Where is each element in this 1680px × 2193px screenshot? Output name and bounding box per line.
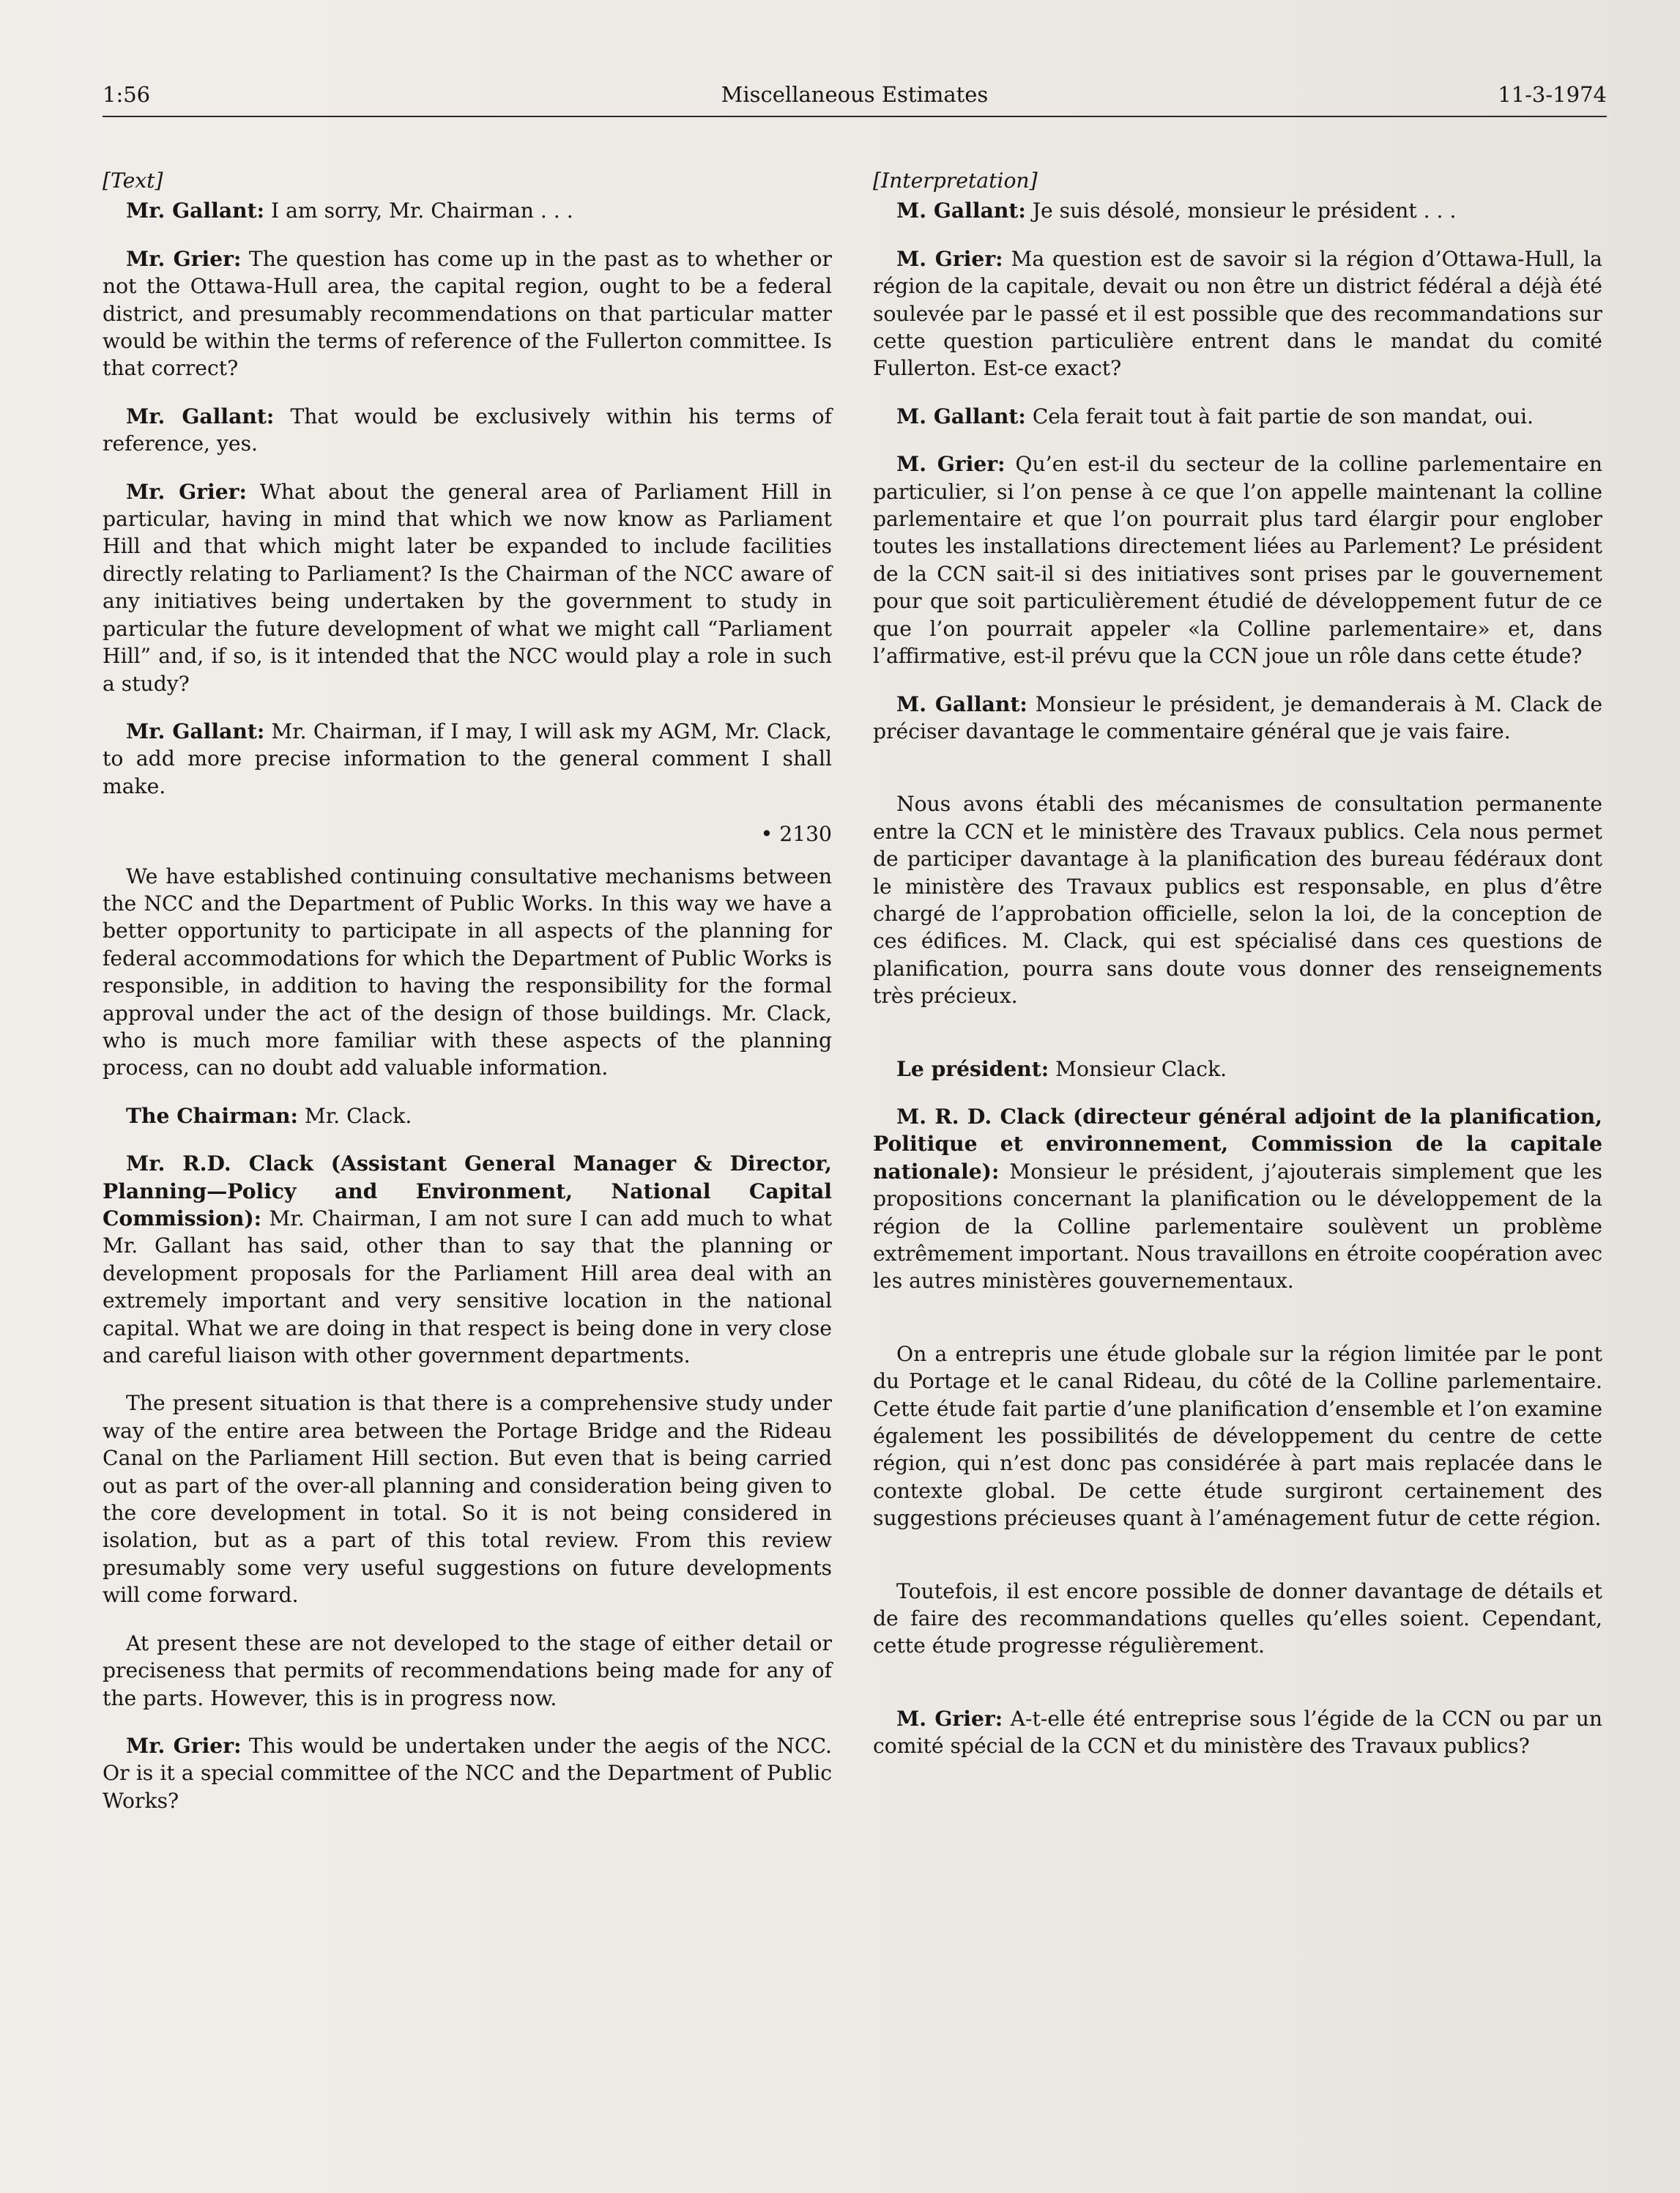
speaker: M. Grier: <box>896 452 1006 477</box>
spacer <box>873 1316 1602 1340</box>
speaker: M. Grier: <box>896 246 1003 271</box>
paragraph-text: Mr. Clack. <box>297 1103 412 1128</box>
page-title: Miscellaneous Estimates <box>721 82 989 107</box>
paragraph: Nous avons établi des mécanismes de consultation permanente entre la CCN et le ministère des Travaux publics. Cela nous permet de participer davantage à la planification des bureau fédéraux dont le ministère des Travaux publics est responsable, en plus d’être chargé de l’approbation officielle, selon la loi, de la conception de ces édifices. M. Clack, qui est spécialisé dans ces questions de planification, pourra sans doute vous donner des renseignements très précieux. <box>873 792 1602 1009</box>
paragraph <box>873 1055 1602 1083</box>
speaker: Mr. Grier: <box>126 479 247 504</box>
paragraph-text: Qu’en est-il du secteur de la colline parlementaire en particulier, si l’on pense à ce que l’on appelle maintenant la colline parlementaire et que l’on pourrait plus tard élargir pour englober toutes les installations directement liées au Parlement? Le président de la CCN sait-il si des initiatives sont prises par le gouvernement pour que soit particulièrement étudié de développement futur de ce que l’on pourrait appeler «la Colline parlementaire» et, dans l’affirmative, est-il prévu que la CCN joue un rôle dans cette étude? <box>873 452 1602 669</box>
paragraph-text: A-t-elle été entreprise sous l’égide de la CCN ou par un comité spécial de la CCN et du ministère des Travaux publics? <box>873 1706 1602 1759</box>
speaker: M. R. D. Clack (directeur général adjoint de la planification, Politique et environnement, Commission de la capitale nationale): <box>873 1104 1602 1184</box>
spacer <box>873 765 1602 790</box>
paragraph <box>103 403 832 458</box>
paragraph <box>103 1102 832 1129</box>
paragraph-text: Ma question est de savoir si la région d’Ottawa-Hull, la région de la capitale, devait ou non être un district fédéral a déjà été soulevée par le passé et il est possible que des recommandations sur cette question particulière entrent dans le mandat du comité Fullerton. Est-ce exact? <box>873 246 1602 381</box>
time-marker: • 2130 <box>760 822 832 847</box>
english-column <box>103 167 832 1835</box>
speaker: Mr. Grier: <box>126 246 242 271</box>
page-number: 1:56 <box>103 82 151 107</box>
paragraph-text: Mr. Chairman, I am not sure I can add much to what Mr. Gallant has said, other than to say that the planning or development proposals for the Parliament Hill area deal with an extremely important and very sensitive location in the national capital. What we are doing in that respect is being done in very close and careful liaison with other government departments. <box>103 1206 832 1368</box>
spacer <box>873 1680 1602 1705</box>
paragraph <box>103 718 832 800</box>
speaker: M. Gallant: <box>896 691 1027 716</box>
paragraph-text: Monsieur le président, je demanderais à M. Clack de préciser davantage le commentaire général que je vais faire. <box>873 691 1603 743</box>
paragraph: On a entrepris une étude globale sur la région limitée par le pont du Portage et le canal Rideau, du côté de la Colline parlementaire. Cette étude fait partie d’une planification d’ensemble et l’on examine également les possibilités de développement du centre de cette région, qui n’est donc pas considérée à part mais replacée dans le contexte global. De cette étude surgiront certainement des suggestions précieuses quant à l’aménagement futur de cette région. <box>873 1341 1602 1531</box>
paragraph-text: I am sorry, Mr. Chairman . . . <box>264 198 573 223</box>
column-tag: [Text] <box>103 168 163 193</box>
page-header <box>103 82 1607 116</box>
speaker: Mr. Gallant: <box>126 404 275 428</box>
paragraph-text: That would be exclusively within his terms of reference, yes. <box>103 404 832 456</box>
speaker: The Chairman: <box>126 1103 298 1128</box>
paragraph: Toutefois, il est encore possible de donner davantage de détails et de faire des recommandations quelles qu’elles soient. Cependant, cette étude progresse régulièrement. <box>873 1578 1602 1658</box>
paragraph-text: Monsieur le président, j’ajouterais simplement que les propositions concernant la planification ou le développement de la région de la Colline parlementaire soulèvent un problème extrêmement important. Nous travaillons en étroite coopération avec les autres ministères gouvernementaux. <box>873 1159 1602 1294</box>
paragraph-text: The question has come up in the past as to whether or not the Ottawa-Hull area, the capital region, ought to be a federal district, and presumably recommendations on that particular matter would be within the terms of reference of the Fullerton committee. Is that correct? <box>103 246 832 381</box>
paragraph <box>873 245 1602 382</box>
speaker: M. Gallant: <box>896 404 1026 428</box>
speaker: Mr. Gallant: <box>126 198 265 223</box>
speaker: Le président: <box>896 1056 1049 1081</box>
french-column <box>873 167 1602 1781</box>
header-rule <box>103 116 1607 117</box>
spacer <box>873 1553 1602 1578</box>
paragraph <box>873 403 1602 430</box>
speaker: Mr. Grier: <box>126 1733 242 1758</box>
paragraph-text: Je suis désolé, monsieur le président . . . <box>1025 198 1457 223</box>
paragraph <box>873 691 1602 746</box>
paragraph <box>873 1705 1602 1760</box>
paragraph-text: This would be undertaken under the aegis of the NCC. Or is it a special committee of the NCC and the Department of Public Works? <box>103 1733 832 1813</box>
spacer <box>873 1031 1602 1055</box>
speaker: Mr. Gallant: <box>126 719 265 743</box>
paragraph <box>103 1150 832 1369</box>
paragraph <box>103 245 832 382</box>
paragraph: The present situation is that there is a comprehensive study under way of the entire area between the Portage Bridge and the Rideau Canal on the Parliament Hill section. But even that is being carried out as part of the over-all planning and consideration being given to the core development in total. So it is not being considered in isolation, but as a part of this total review. From this review presumably some very useful suggestions on future developments will come forward. <box>103 1391 832 1608</box>
speaker: M. Gallant: <box>896 198 1026 223</box>
paragraph: At present these are not developed to the stage of either detail or preciseness that permits of recommendations being made for any of the parts. However, this is in progress now. <box>103 1630 832 1710</box>
speaker: Mr. R.D. Clack (Assistant General Manager & Director, Planning—Policy and Environment, National Capital Commission): <box>103 1151 832 1231</box>
paragraph: We have established continuing consultative mechanisms between the NCC and the Department of Public Works. In this way we have a better opportunity to participate in all aspects of the planning for federal accommodations for which the Department of Public Works is responsible, in addition to having the responsibility for the formal approval under the act of the design of those buildings. Mr. Clack, who is much more familiar with these aspects of the planning process, can no doubt add valuable information. <box>103 864 832 1080</box>
paragraph <box>873 1103 1602 1295</box>
paragraph <box>103 197 832 224</box>
paragraph-text: Monsieur Clack. <box>1049 1056 1227 1081</box>
paragraph <box>873 197 1602 224</box>
paragraph <box>103 478 832 697</box>
paragraph-text: Mr. Chairman, if I may, I will ask my AGM, Mr. Clack, to add more precise information to the general comment I shall make. <box>103 719 832 798</box>
paragraph-text: Cela ferait tout à fait partie de son mandat, oui. <box>1025 404 1534 428</box>
speaker: M. Grier: <box>896 1706 1003 1731</box>
paragraph <box>873 450 1602 669</box>
paragraph-text: What about the general area of Parliament Hill in particular, having in mind that which we now know as Parliament Hill and that which might later be expanded to include facilities directly relating to Parliament? Is the Chairman of the NCC aware of any initiatives being undertaken by the government to study in particular the future development of what we might call “Parliament Hill” and, if so, is it intended that the NCC would play a role in such a study? <box>103 479 832 696</box>
page-date: 11-3-1974 <box>1498 82 1607 107</box>
column-tag: [Interpretation] <box>873 168 1038 193</box>
paragraph <box>103 1732 832 1814</box>
